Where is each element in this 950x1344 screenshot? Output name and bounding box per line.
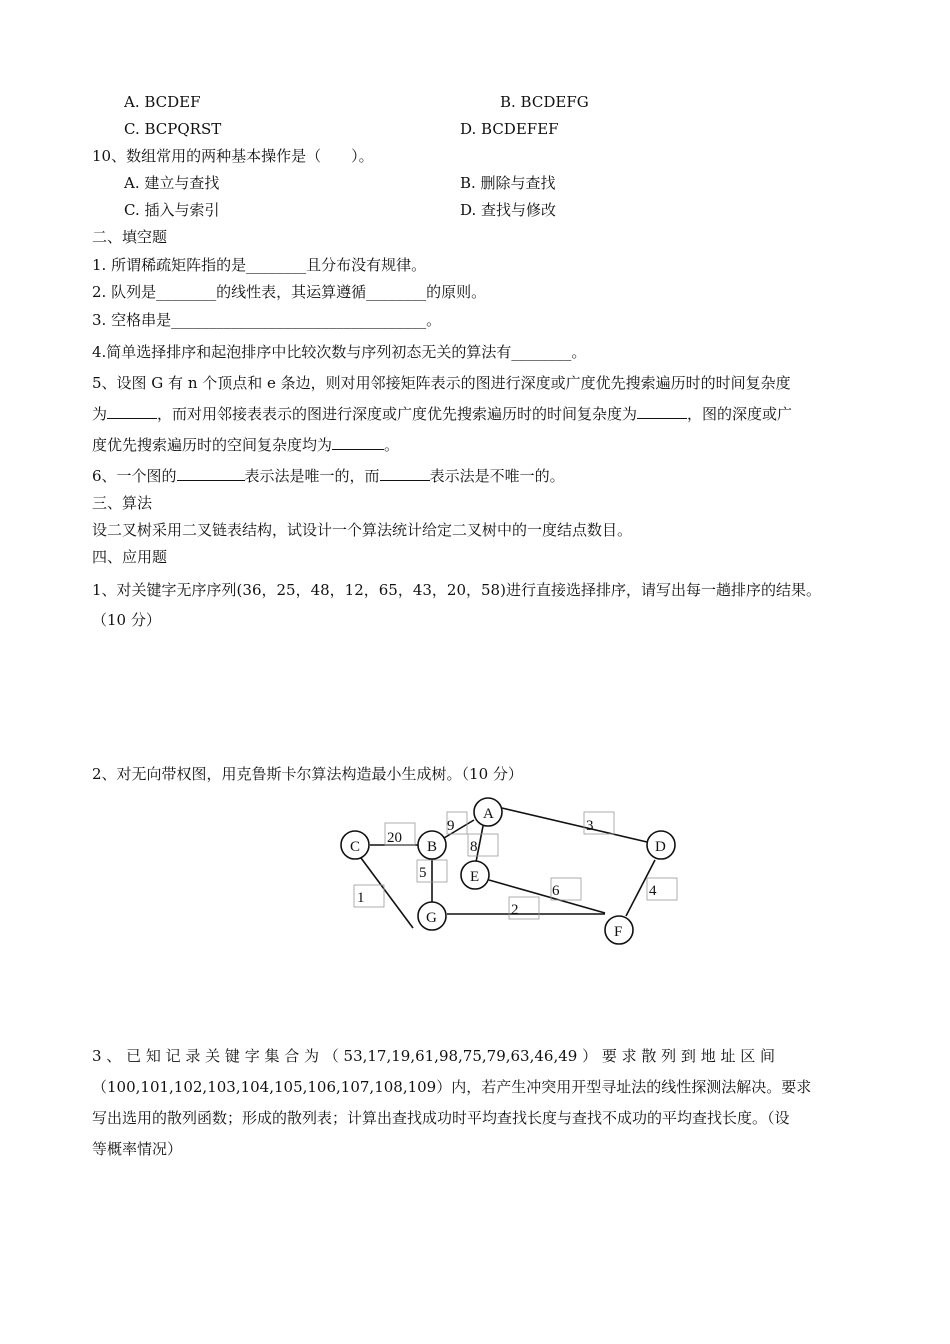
node-label-e: E	[470, 869, 480, 885]
app-q2: 2、对无向带权图，用克鲁斯卡尔算法构造最小生成树。（10 分）	[92, 765, 523, 783]
fill-q3: 3. 空格串是__________________________________。	[92, 311, 442, 329]
section2-title: 二、填空题	[92, 228, 168, 246]
node-label-b: B	[427, 839, 438, 855]
section3-title: 三、算法	[92, 494, 153, 512]
app-q3-line4: 等概率情况）	[92, 1140, 183, 1158]
edge-e-f	[489, 880, 605, 913]
app-q1-line2: （10 分）	[92, 611, 161, 629]
fill-q5-text-e: 。	[384, 436, 400, 454]
fill-q5-text-d: 度优先搜索遍历时的空间复杂度均为	[92, 436, 333, 454]
section4-title: 四、应用题	[92, 548, 168, 566]
q10-option-d: D. 查找与修改	[460, 201, 557, 219]
node-label-f: F	[614, 924, 623, 940]
app-q3-line1: 3 、 已 知 记 录 关 键 字 集 合 为 （ 53,17,19,61,98,75,79,63,46,49 ） 要 求 散 列 到 地 址 区 间	[92, 1047, 775, 1065]
weight-c-g: 1	[357, 890, 365, 906]
weight-a-d: 3	[586, 818, 594, 834]
node-label-c: C	[350, 839, 361, 855]
weight-e-f: 6	[552, 883, 560, 899]
app-q1-line1: 1、对关键字无序序列(36，25，48，12，65，43，20，58)进行直接选择排序，请写出每一趟排序的结果。	[92, 581, 821, 599]
weight-d-f: 4	[649, 883, 657, 899]
q10-option-b: B. 删除与查找	[460, 174, 556, 192]
fill-q1: 1. 所谓稀疏矩阵指的是________且分布没有规律。	[92, 256, 427, 274]
q9-option-c: C. BCPQRST	[124, 120, 222, 138]
fill-q4: 4.简单选择排序和起泡排序中比较次数与序列初态无关的算法有________。	[92, 343, 587, 361]
q10-question: 10、数组常用的两种基本操作是（ ）。	[92, 147, 374, 165]
q9-option-a: A. BCDEF	[124, 93, 201, 111]
fill-q6-text-c: 表示法是不唯一的。	[429, 467, 565, 485]
edge-a-d	[502, 808, 647, 842]
app-q3-line3: 写出选用的散列函数；形成的散列表；计算出查找成功时平均查找长度与查找不成功的平均查找长度。（设	[92, 1109, 790, 1127]
fill-q2: 2. 队列是________的线性表，其运算遵循________的原则。	[92, 283, 487, 301]
fill-q5-text-c: ，图的深度或广	[687, 405, 793, 423]
fill-q6-text-a: 6、一个图的	[92, 467, 177, 485]
q9-option-d: D. BCDEFEF	[460, 120, 559, 138]
weight-c-b: 20	[387, 830, 402, 846]
fill-q5-text-a: 为	[92, 405, 108, 423]
fill-q5-line1: 5、设图 G 有 n 个顶点和 e 条边，则对用邻接矩阵表示的图进行深度或广度优先搜索遍历时的时间复杂度	[92, 374, 791, 392]
node-label-g: G	[426, 910, 437, 926]
node-label-a: A	[483, 806, 494, 822]
edge-c-g	[361, 858, 413, 928]
fill-q5-text-b: ，而对用邻接表表示的图进行深度或广度优先搜索遍历时的时间复杂度为	[157, 405, 638, 423]
q9-option-b: B. BCDEFG	[500, 93, 589, 111]
weight-b-e: 8	[470, 839, 478, 855]
q10-option-c: C. 插入与索引	[124, 201, 220, 219]
node-label-d: D	[655, 839, 666, 855]
fill-q6-text-b: 表示法是唯一的，而	[244, 467, 380, 485]
q10-option-a: A. 建立与查找	[124, 174, 220, 192]
section3-text: 设二叉树采用二叉链表结构，试设计一个算法统计给定二叉树中的一度结点数目。	[92, 521, 633, 539]
weight-b-a: 9	[447, 818, 455, 834]
weight-b-g: 5	[419, 865, 427, 881]
weight-g-f: 2	[511, 902, 519, 918]
app-q3-line2: （100,101,102,103,104,105,106,107,108,109）内，若产生冲突用开型寻址法的线性探测法解决。要求	[92, 1078, 812, 1096]
